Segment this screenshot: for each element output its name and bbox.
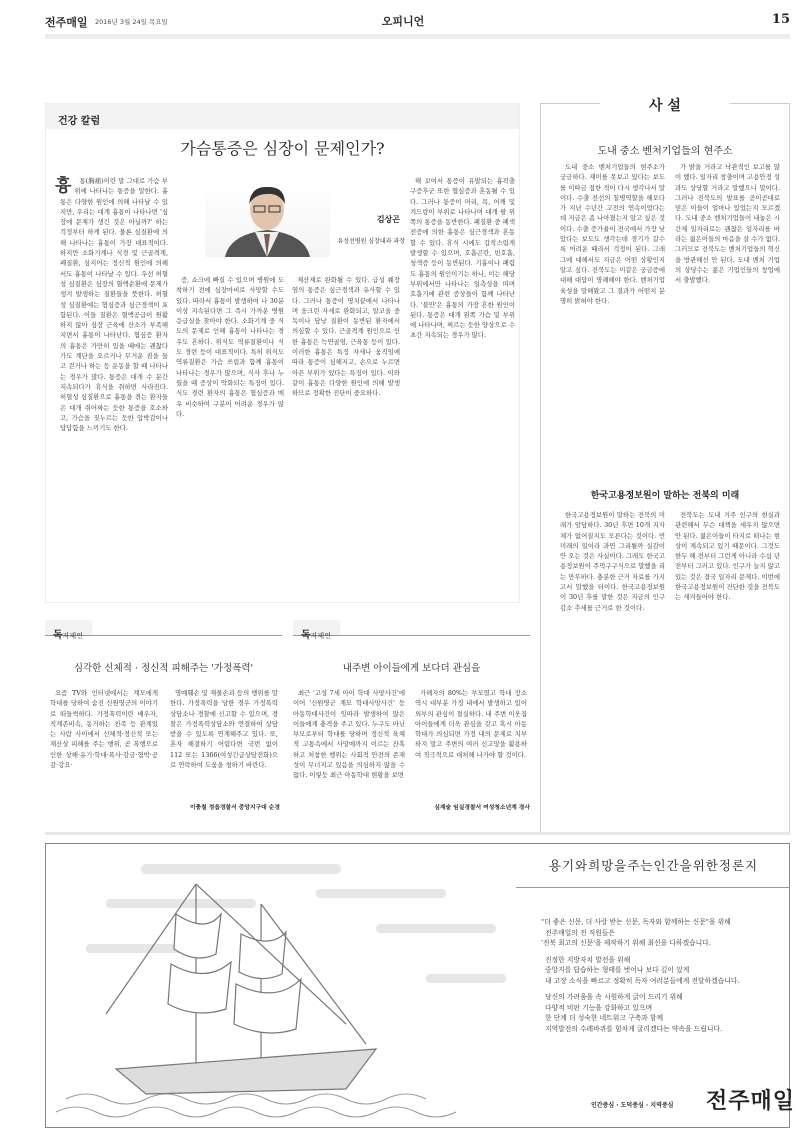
- label-initial: 독: [301, 630, 311, 641]
- health-col-3: 제산제로 완화될 수 있다. 급성 췌장염의 통증은 심근경색과 유사할 수 있다. 그러나 통증이 명치끝에서 나타나며 웅크린 자세로 완화되고, 알코올 중독이나 담낭 질환이 동반된 환자에서 의심할 수 있다. 근골격계 원인으로 인한 흉통은 늑연골염, 근육통 등이 있다. 이러한 흉통은 특정 자세나 움직임에 따라 통증이 심해지고, 손으로 누르면 아픈 부위가 있다는 특징이 있다. 이와 같이 흉통은 다양한 원인에 의해 발생하므로 정확한 진단이 중요하다.: [292, 276, 400, 398]
- health-col-2: 증, 쇼크에 빠질 수 있으며 병원에 도착하기 전에 심장마비로 사망할 수도 있다. 따라서 흉통이 발생하여 나 30분 이상 지속된다면 그 즉시 가까운 병원 응급실을 찾아야 한다. 소화기계 중 식도의 문제로 인해 흉통이 나타나는 경우도 흔하다. 위식도 역류질환이나 식도 경련 등이 대표적이다. 특히 위식도 역류질환은 가슴 쓰림과 함께 흉통이 나타나는 경우가 많으며, 식사 후나 누웠을 때 증상이 악화되는 특징이 있다. 식도 경련 환자의 흉통은 협심증과 매우 비슷하여 구분이 어려운 경우가 많다.: [176, 276, 284, 418]
- health-col-1: [55, 176, 168, 598]
- editorial-label-text: 사 설: [649, 98, 681, 114]
- ad-line: 다양적 비판 기능을 강화하고 있으며: [545, 1003, 653, 1012]
- author-title: 유성선병원 심장내과 과장: [337, 238, 405, 245]
- ad-line: 지역발전의 수레바퀴를 힘차게 굴리겠다는 약속을 드립니다.: [545, 1024, 723, 1033]
- health-column-label: 건강 칼럼: [58, 116, 101, 127]
- reader-letter-col-1: 최근 '고성 7세 아이 학대 사망사건'에 이어 '신원영군 계모 학대사망사건' 등 아동학대사건이 잇따라 발생하여 많은 이들에게 충격을 주고 있다. 누구도 아닌 부모로부터 학대를 당하며 정신적 육체적 고통속에서 사망에까지 이르는 잔혹하고 처참한 행위는 사회적 안전의 존재성이 무너지고 있음을 의심하지 않을 수 없다. 이렇듯 최근 아동학대 현황을 보면: [293, 689, 405, 780]
- page-number: 15: [771, 12, 790, 27]
- reader-letter-col-1: 요즘 TV와 인터넷에서는 계모에게 학대를 당하여 숨진 신원영군의 이야기로 떠들썩하다. 가정폭력이란 배우자, 직계존비속, 동거하는 친족 등 관계있는 사람 사이에서 신체적·정신적 또는 재산상 피해를 주는 행위, 곧 폭행으로 인한 상해·유기·학대·폭사·감금·협박·공갈·강요·: [50, 689, 158, 770]
- editorial-title-1: 도내 중소 벤처기업들의 현주소: [597, 146, 733, 157]
- ad-motto: 인간중심 · 도덕중심 · 지역중심: [591, 1102, 674, 1109]
- health-article-title: 가슴통증은 심장이 문제인가?: [180, 139, 385, 158]
- header-divider: [45, 34, 790, 39]
- ad-slogan: 용기와희망을주는인간을위한정론지: [548, 858, 759, 873]
- ad-line: 내 고장 소식을 빠르고 정확히 독자 여러분들에게 전달하겠습니다.: [545, 976, 740, 985]
- ad-line: 중앙지를 답습하는 형태를 벗어나 보다 깊이 있게: [545, 966, 690, 974]
- ad-line: "더 좋은 신문, 더 사랑 받는 신문, 독자와 함께하는 신문"을 위해: [541, 918, 731, 926]
- reader-letter-byline: 심재술 임실경찰서 여성청소년계 경사: [434, 805, 530, 811]
- masthead-logo: 전주매일: [45, 16, 88, 29]
- editorial-title-2: 한국고용정보원이 말하는 전북의 미래: [590, 491, 740, 501]
- editorial-1-col-2: 가 밝을 거라고 낙관적인 보고를 많이 했다. 일자리 창출이며 고용안정 성과도 상당할 거라고 말했으니 말이다. 그러나 전북도의 발표를 곧이곧대로 믿은 이들이 얼마나 있었는지 모르겠다. 도내 중소 벤처기업들이 내놓은 시간제 일자리로는 괜찮은 일자리를 바라는 젊은이들의 마음을 살 수가 없다. 그러므로 전북도는 벤처기업들의 혁신을 방관해선 안 된다. 도내 벤처 기업의 상당수는 젊은 기업인들의 창업에서 출발했다.: [675, 163, 780, 285]
- label-rest: 자제언: [310, 632, 331, 640]
- reader-letter-col-2: 가해자의 80%는 부모였고 학대 장소 역시 대부분 가정 내에서 발생하고 있어 외부의 관심이 절실하다. 내 주변 이웃집 아이들에게 더욱 관심을 갖고 혹시 아동학대가 의심되면 가정 내의 문제로 치부하지 말고 주변의 여러 신고망을 활용하여 적극적으로 대처해 나가야 할 것이다.: [415, 689, 527, 759]
- author-photo: [205, 182, 330, 257]
- ad-line: '전북 최고의 신문'을 제작하기 위해 최선을 다하겠습니다.: [541, 939, 711, 947]
- section-divider: [45, 832, 790, 835]
- ad-line: 한 단계 더 성숙한 네트워크 구축과 함께: [545, 1014, 664, 1022]
- ad-copy: [541, 917, 791, 1034]
- issue-date: 2016년 3월 24일 목요일: [95, 18, 168, 26]
- reader-letter-1: [45, 620, 282, 835]
- ad-line: 당신의 가려움을 속 시원하게 긁어 드리기 위해: [545, 993, 683, 1001]
- ad-logo: 전주매일: [706, 1089, 796, 1114]
- editorial-label: [600, 95, 730, 115]
- health-col-4: 해 꼬여서 통증이 유발되는 흉곽출구증후군 또한 협심증과 혼동될 수 있다. 그러나 통증이 머리, 목, 어깨 및 겨드랑이 부위로 나타나며 대개 팔 위쪽의 통증을 동반한다. 폐질환 중 폐색전증에 의한 흉통은 심근경색과 혼동할 수 있다. 휴식 시에도 갑작스럽게 발생할 수 있으며, 호흡곤란, 빈호흡, 청색증 등이 동반된다. 기흉이나 폐렴도 흉통의 원인이기는 하나, 이는 해당부위에서만 나타나는 일측성을 띠며 호흡기에 관련 증상들이 함께 나타난다. '불안'은 흉통의 가장 흔한 원인이 된다. 통증은 대개 왼쪽 가슴 밑 부위에 나타나며, 찌르는 듯한 양상으로 수 초간 지속되는 경우가 많다.: [410, 177, 515, 340]
- section-name: 오피니언: [381, 15, 425, 28]
- reader-letter-title: 심각한 신체적 · 정신적 피해주는 '가정폭력': [73, 663, 254, 674]
- editorial-1-col-1: 도내 중소 벤처기업들의 현주소가 궁금하다. 재미를 못보고 있다는 보도를 이따금 접한 적이 다시 생각나서 말이다. 수출 전선의 첨병역할을 해오다가 지난 수년간 고전의 연속이었다는데 지금은 좀 나아졌는지 알고 싶은 것이다. 수출 증가율이 전국에서 가장 낮았다는 보도도 생각는데 경기가 갈수록 어려운 때라서 걱정이 된다. 그래 그에 대해서도 지금은 어떤 상황인지 알고 싶다. 전북도는 이같은 궁금증에 대해 대답이 명쾌해야 한다. 벤처기업 육성을 말해왔고 그 결과가 어떤지 분명히 밝혀야 한다.: [560, 163, 665, 305]
- reader-letter-col-2: 명예훼손 및 재물손괴 등의 행위를 말한다. 가정폭력을 당한 경우 가정폭력상담소나 경찰에 신고할 수 있으며, 경찰은 가정폭력상담소와 연결하여 상담받을 수 있도록 연계해주고 있다. 또, 혼자 해결하기 어렵다면 국번 없이 112 또는 1366(여성긴급상담전화)으로 연락하여 도움을 청하기 바란다.: [170, 689, 278, 770]
- house-ad: [45, 843, 796, 1128]
- sailing-ship-illustration: [46, 844, 516, 1127]
- health-col-1-text: 통(胸痛)이란 말 그대로 가슴 부위에 나타나는 통증을 말한다. 흉통은 다양한 원인에 의해 나타날 수 있지만, 우리는 대개 흉통이 나타나면 '심장에 문제가 생긴 것은 아닐까?' 하는 걱정부터 하게 된다. 물론 심질환에 의해 나타나는 흉통이 가장 대표적이다. 하지만 소화기계나 식경 및 근골격계, 폐질환, 심지어는 정신적 원인에 의해서도 흉통이 나타날 수 있다. 우선 허혈성 심질환은 심장의 혈액순환에 문제가 생겨 발생하는 질환들을 뜻한다. 허혈성 심질환에는 협심증과 심근경색이 포함된다. 이들 질환은 혈액공급이 원활하지 않아 심장 근육에 산소가 부족해지면서 흉통이 나타난다. 협심증 환자의 흉통은 가만히 있을 때에는 괜찮다가도 계단을 오르거나 무거운 짐을 들고 걷거나 하는 등 운동을 할 때 나타나는 경우가 많다. 통증은 대개 수 분간 지속되다가 휴식을 취하면 사라진다. 허혈성 심질환으로 흉통을 겪는 환자들은 대개 쥐어짜는 듯한 통증을 호소하고, 가슴을 짓누르는 듯한 압박감이나 답답함을 느끼기도 한다.: [60, 177, 168, 433]
- reader-letter-label: [45, 620, 282, 641]
- label-rest: 자제언: [62, 632, 83, 640]
- reader-letter-label: [293, 620, 530, 641]
- drop-cap: 흉: [55, 176, 72, 196]
- author-name: 김상곤: [376, 215, 400, 224]
- health-column-header: [46, 104, 519, 129]
- ad-line: 전주매일의 전 직원들은: [545, 928, 615, 937]
- reader-letter-2: [293, 620, 530, 835]
- reader-letter-title: 내주변 아이들에게 보다더 관심을: [342, 663, 481, 674]
- editorial-2-col-2: 전북도는 도내 거주 인구의 현실과 관련해서 무슨 대책을 세우지 않으면 안 된다. 젊은이들이 타지로 떠나는 현상이 계속되고 있기 때문이다. 그것도 한두 해 전부터 그런게 아니라 수십 년 전부터 그러고 있다. 인구가 늘지 않고 있는 것은 결국 일자리 문제다. 이번에 한국고용정보원이 진단한 것을 전북도는 새겨들어야 한다.: [675, 511, 780, 602]
- ad-slogan-rule: [516, 887, 790, 888]
- editorial-2-col-1: 한국고용정보원이 말하는 전북의 미래가 암담하다. 30년 후면 10개 지자체가 없어질지도 모른다는 것이다. 먼 미래의 일이라 과연 그리될까 실감이 안 오는 것은 사실이다. 그래도 한국고용정보원이 주먹구구식으로 말했을 리는 만무하다. 충분한 근거 자료를 가지고서 말했을 터이다. 한국고용정보원이 30년 후를 말한 것은 지금의 인구 감소 추세를 근거로 한 것이다.: [560, 511, 665, 612]
- label-initial: 독: [53, 630, 63, 641]
- ad-line: 진정한 지방자치 발전을 위해: [545, 955, 631, 964]
- reader-letter-byline: 이충철 정읍경찰서 중앙지구대 순경: [189, 805, 280, 811]
